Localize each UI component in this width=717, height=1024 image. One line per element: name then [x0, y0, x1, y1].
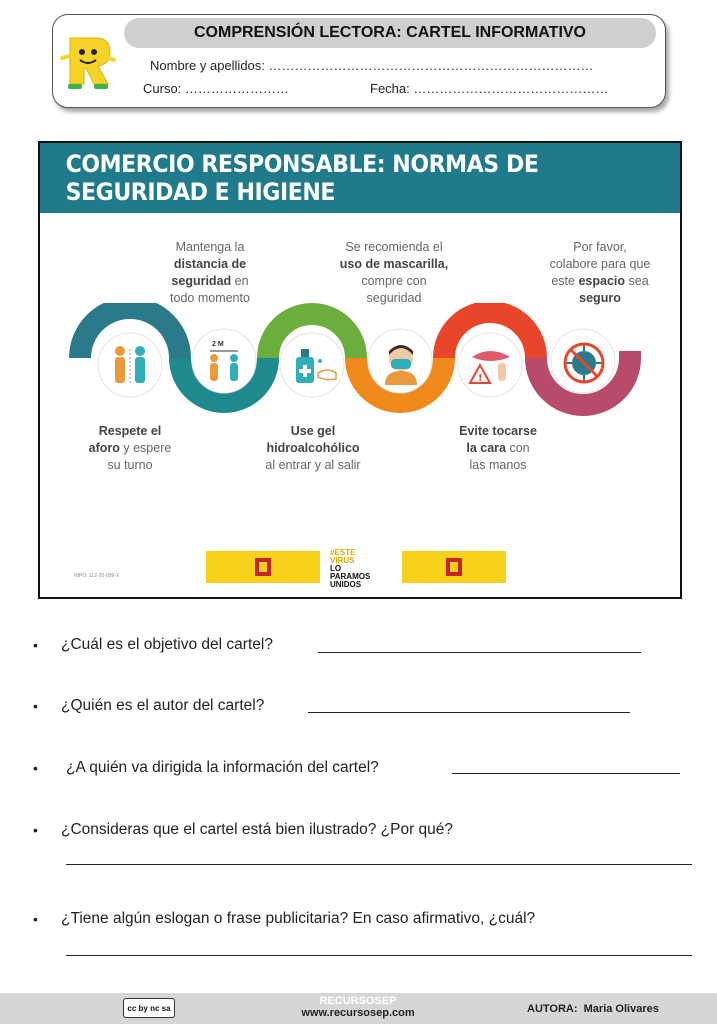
bullet: • — [33, 822, 38, 838]
tip-distance: Mantenga la distancia de seguridad en todo momento — [170, 240, 250, 305]
bullet: • — [33, 698, 38, 714]
gov-health-logo — [402, 551, 506, 583]
site-name: RECURSOSEP — [319, 995, 397, 1007]
site-url[interactable]: www.recursosep.com — [301, 1007, 415, 1019]
nipo-code: NIPO: 112-20-009-X — [74, 573, 120, 579]
poster — [38, 141, 682, 599]
distance-icon: 2 M — [200, 341, 248, 385]
face-mask-icon — [377, 341, 425, 385]
answer-line-2[interactable] — [308, 712, 630, 713]
touch-face-warning-icon — [466, 343, 516, 387]
virus-prohibited-icon — [561, 341, 607, 385]
name-field[interactable]: Nombre y apellidos: ………………………………………………………………… — [150, 58, 594, 73]
bullet: • — [33, 637, 38, 653]
question-4: ¿Consideras que el cartel está bien ilustrado? ¿Por qué? — [61, 821, 454, 838]
bullet: • — [33, 911, 38, 927]
license-badge: cc by nc sa — [123, 998, 175, 1018]
author: AUTORA: Maria Olivares — [527, 1003, 659, 1015]
tip-capacity: Respete el aforo y espere su turno — [88, 424, 172, 472]
tip-gel: Use gel hidroalcohólico al entrar y al salir — [265, 424, 361, 472]
answer-line-3[interactable] — [452, 773, 680, 774]
tip-face: Evite tocarse la cara con las manos — [459, 424, 537, 472]
question-1: ¿Cuál es el objetivo del cartel? — [61, 636, 273, 653]
question-3: ¿A quién va dirigida la información del cartel? — [66, 759, 379, 776]
slogan-logo: #ESTE VIRUS LO PARAMOS UNIDOS — [330, 548, 371, 589]
gov-industry-logo — [206, 551, 320, 583]
answer-line-5[interactable] — [66, 955, 692, 956]
answer-line-4[interactable] — [66, 864, 692, 865]
people-queue-icon — [106, 343, 154, 387]
tip-mask: Se recomienda el uso de mascarilla, compre con seguridad — [339, 240, 449, 305]
letter-r-mascot — [58, 30, 118, 90]
bullet: • — [33, 760, 38, 776]
worksheet-title: COMPRENSIÓN LECTORA: CARTEL INFORMATIVO — [124, 18, 656, 48]
tip-space: Por favor, colabore para que este espacio sea seguro — [549, 240, 651, 305]
poster-title: COMERCIO RESPONSABLE: NORMAS DE SEGURIDAD E HIGIENE — [40, 143, 680, 213]
hand-sanitizer-icon — [290, 343, 338, 387]
course-field[interactable]: Curso: …………………… — [143, 81, 289, 96]
date-field[interactable]: Fecha: ……………………………………… — [370, 81, 609, 96]
question-2: ¿Quién es el autor del cartel? — [61, 697, 265, 714]
answer-line-1[interactable] — [318, 652, 641, 653]
svg-text:!: ! — [478, 373, 483, 384]
question-5: ¿Tiene algún eslogan o frase publicitaria? En caso afirmativo, ¿cuál? — [61, 910, 536, 927]
